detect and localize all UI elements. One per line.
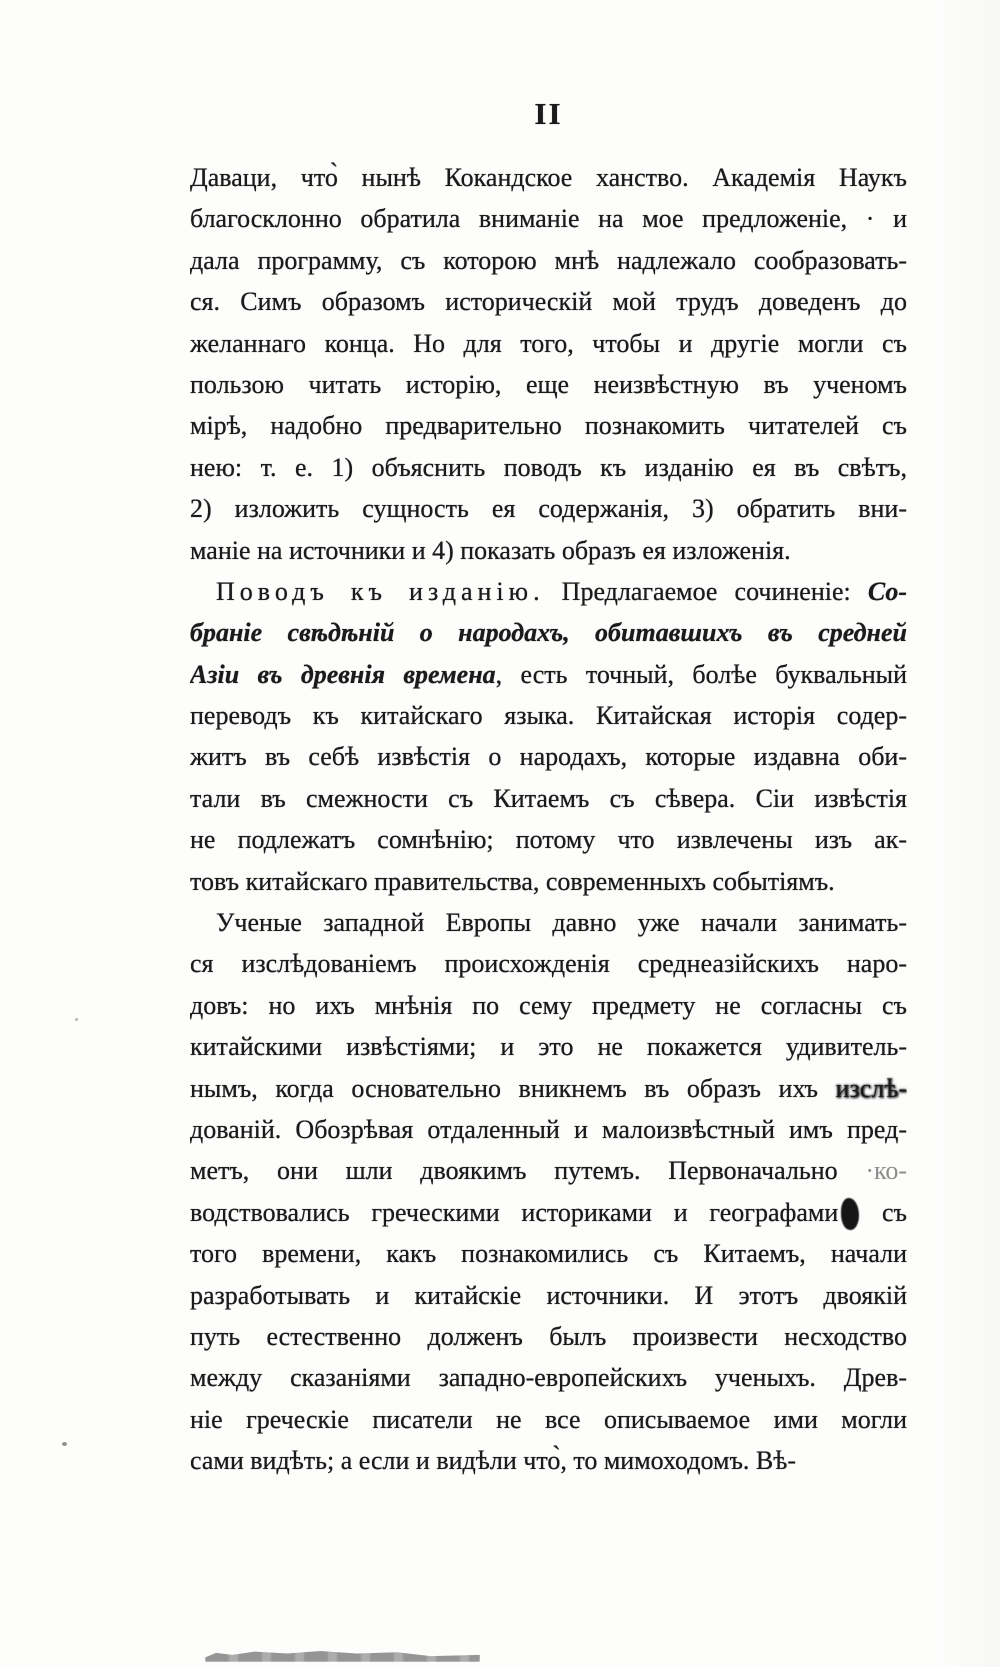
text-line: [190, 530, 907, 571]
text-line: [190, 1192, 907, 1233]
text-line: [190, 612, 907, 653]
text-segment: путь естественно долженъ былъ произвести несходство: [190, 1321, 907, 1351]
text-segment: ся изслѣдованіемъ происхожденія среднеазійскихъ наро-: [190, 949, 907, 979]
ink-speck: [75, 1018, 78, 1021]
text-segment: Ученые западной Европы давно уже начали занимать-: [216, 908, 907, 938]
text-segment: браніе свѣдѣній о народахъ, обитавшихъ въ средней: [190, 618, 907, 648]
text-segment: изслѣ-: [835, 1073, 907, 1103]
text-line: [190, 1109, 907, 1150]
text-line: [190, 198, 907, 239]
text-segment: ·ко-: [865, 1156, 907, 1186]
text-line: [190, 488, 907, 529]
text-line: [190, 943, 907, 984]
text-segment: нею: т. е. 1) объяснить поводъ къ изданію ея въ свѣтъ,: [190, 452, 907, 482]
text-segment: разработывать и китайскіе источники. И этотъ двоякій: [190, 1280, 907, 1310]
text-segment: переводъ къ китайскаго языка. Китайская исторія содер-: [190, 701, 907, 731]
text-segment: 2) изложить сущность ея содержанія, 3) обратить вни-: [190, 494, 907, 524]
ink-speck: [62, 1442, 67, 1446]
text-segment: дала программу, съ которою мнѣ надлежало сообразовать-: [190, 245, 907, 275]
text-line: [190, 571, 907, 612]
text-block: [190, 157, 907, 1482]
text-segment: Даваци, что̀ нынѣ Кокандское ханство. Академія Наукъ: [190, 163, 907, 192]
text-segment: дованій. Обозрѣвая отдаленный и малоизвѣстный имъ пред-: [190, 1114, 907, 1144]
text-segment: , есть точный, болѣе буквальный: [495, 659, 907, 689]
text-segment: съ: [860, 1197, 907, 1227]
text-line: [190, 736, 907, 777]
text-line: [190, 1275, 907, 1316]
text-line: [190, 240, 907, 281]
scan-smudge-bar: [205, 1649, 480, 1662]
text-line: [190, 323, 907, 364]
text-segment: товъ китайскаго правительства, современныхъ событіямъ.: [190, 866, 835, 896]
text-segment: китайскими извѣстіями; и это не покажется удивитель-: [190, 1032, 907, 1062]
text-segment: мірѣ, надобно предварительно познакомить читателей съ: [190, 411, 907, 441]
text-segment: пользою читать исторію, еще неизвѣстную въ ученомъ: [190, 369, 907, 399]
text-line: [190, 1026, 907, 1067]
text-segment: Со-: [867, 576, 907, 606]
text-line: [190, 1233, 907, 1274]
text-line: [190, 985, 907, 1026]
text-line: [190, 1068, 907, 1109]
text-segment: Азіи въ древнія времена: [190, 659, 496, 689]
text-line: [190, 778, 907, 819]
text-line: [190, 1399, 907, 1440]
text-line: [190, 1150, 907, 1191]
text-line: [190, 902, 907, 943]
text-line: [190, 1440, 907, 1481]
text-segment: Предлагаемое сочиненіе:: [544, 576, 868, 606]
text-line: [190, 157, 907, 198]
text-segment: ніе греческіе писатели не все описываемое ими могли: [190, 1404, 907, 1434]
text-line: [190, 654, 907, 695]
text-segment: житъ въ себѣ извѣстія о народахъ, которые издавна оби-: [190, 742, 907, 772]
text-segment: нымъ, когда основательно вникнемъ въ образъ ихъ: [190, 1073, 836, 1103]
text-line: [190, 695, 907, 736]
text-line: [190, 281, 907, 322]
text-segment: благосклонно обратила вниманіе на мое предложеніе, · и: [190, 204, 907, 234]
text-segment: метъ, они шли двоякимъ путемъ. Первоначально: [190, 1156, 866, 1186]
text-line: [190, 861, 907, 902]
text-segment: не подлежатъ сомнѣнію; потому что извлечены изъ ак-: [190, 825, 907, 855]
page-number: II: [534, 96, 563, 131]
text-segment: водствовались греческими историками и географами: [190, 1197, 839, 1227]
text-segment: довъ: но ихъ мнѣнія по сему предмету не согласны съ: [190, 990, 907, 1020]
text-line: [190, 1316, 907, 1357]
text-segment: тали въ смежности съ Китаемъ съ сѣвера. Сіи извѣстія: [190, 783, 907, 813]
text-segment: сами видѣть; а если и видѣли что̀, то мимоходомъ. Вѣ-: [190, 1446, 797, 1476]
ink-blot: [841, 1198, 859, 1230]
text-line: [190, 1357, 907, 1398]
text-segment: желаннаго конца. Но для того, чтобы и другіе могли съ: [190, 328, 907, 358]
text-line: [190, 819, 907, 860]
text-segment: Поводъ къ изданію.: [216, 576, 545, 606]
text-line: [190, 447, 907, 488]
text-segment: маніе на источники и 4) показать образъ ея изложенія.: [190, 535, 791, 565]
text-segment: между сказаніями западно-европейскихъ ученыхъ. Древ-: [190, 1363, 907, 1393]
text-segment: того времени, какъ познакомились съ Китаемъ, начали: [190, 1239, 907, 1269]
text-segment: ся. Симъ образомъ историческій мой трудъ доведенъ до: [190, 287, 907, 317]
text-line: [190, 364, 907, 405]
text-line: [190, 405, 907, 446]
